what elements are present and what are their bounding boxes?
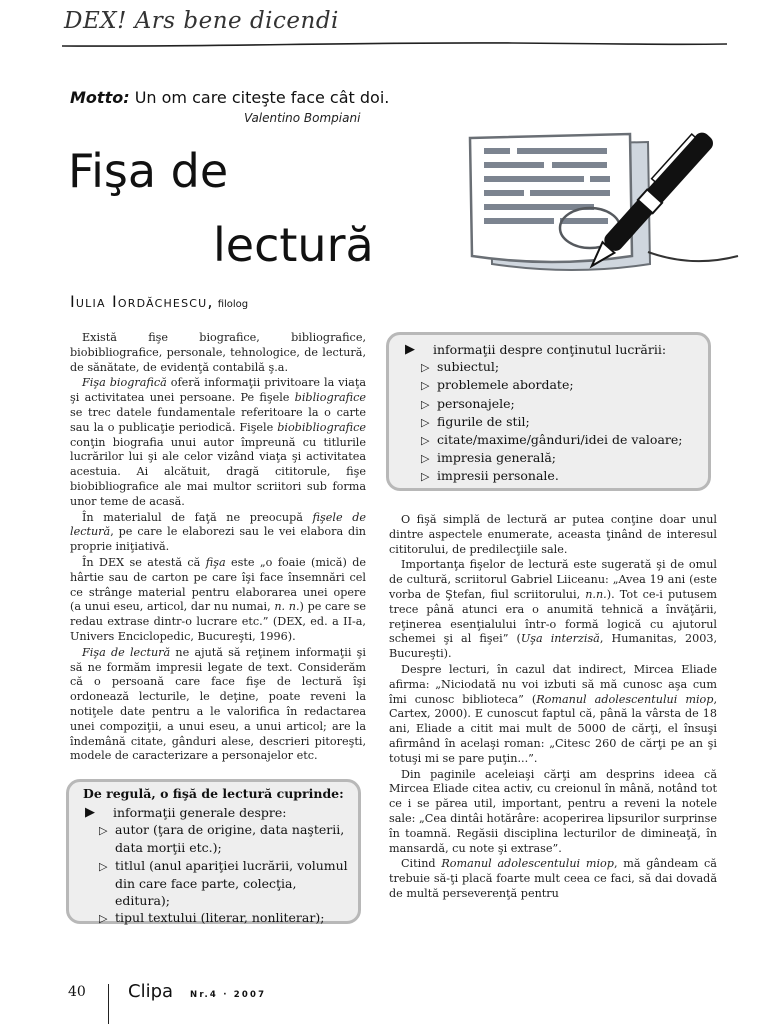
author-role: filolog	[217, 299, 249, 310]
text-run: Există fişe biografice, bibliografice, biobibliografice, personale, tehnologice, de lectură, de sănătate, de evidenţă contabilă ş.a.	[70, 331, 366, 374]
text-run: conţin biografia unui autor împreună cu titlurile lucrărilor lui şi ale celor vizând viaţa şi activitatea acestuia. Ai alcătuit, dragă cititorule, fişe biobibliografice ale mai multor scriitori sub forma unor teme de acasă.	[70, 435, 366, 508]
general-info-item: ▷ autor (ţara de origine, data naşterii, data morţii etc.);	[85, 821, 348, 856]
right-column-paragraphs	[389, 513, 717, 902]
page-number: 40	[68, 984, 86, 1000]
motto-label: Motto:	[70, 88, 130, 107]
content-info-item: ▷ impresii personale.	[417, 467, 698, 485]
footer-divider	[108, 984, 109, 1024]
general-info-box	[66, 779, 361, 924]
paragraph	[389, 513, 717, 557]
paragraph	[70, 511, 366, 555]
article-title-line2: lectură	[213, 218, 374, 272]
italic-text: fişele de lectură	[70, 510, 366, 539]
paragraph	[70, 646, 366, 764]
header-rule	[62, 38, 727, 50]
paragraph	[389, 558, 717, 662]
text-run: este „o foaie (mică) de hârtie sau de carton pe care îşi face însemnări cel ce strânge material pentru elaborarea unei opere (a unui eseu, articol, dar nu numai,	[70, 555, 367, 614]
motto	[70, 88, 389, 107]
italic-text: fişa	[205, 555, 226, 569]
text-run: oferă informaţii privitoare la viaţa şi activitatea unei persoane. Pe fişele	[70, 376, 366, 405]
general-info-item: ▷ tipul textului (literar, nonliterar);	[85, 909, 348, 927]
text-run: În DEX se atestă că	[82, 555, 206, 569]
content-info-item: ▷ citate/maxime/gânduri/idei de valoare;	[417, 431, 698, 449]
article-title-line1: Fişa de	[68, 144, 229, 198]
text-run: Din paginile aceleiaşi cărţi am desprins ideea că Mircea Eliade citea activ, cu creionul în mână, notând tot ce i se părea util, important, pentru a reveni la notele sale: „Cea dintâi hotărâre: acoperirea lipsurilor surprinse în toamnă. Regăsii disciplina lecturilor de dimineaţă, în mansardă, cu note şi extrase”.	[389, 767, 717, 855]
paragraph	[389, 663, 717, 767]
text-run: ) pe care se redau extrase dintr-o lucrare etc.” (DEX, ed. a II-a, Univers Enciclopedic, Bucureşti, 1996).	[70, 600, 366, 643]
byline	[70, 292, 248, 311]
paragraph	[70, 331, 366, 375]
issue-number: Nr.4 · 2007	[190, 990, 267, 1000]
content-info-item: ▷ problemele abordate;	[417, 376, 698, 394]
italic-text: Fişa biografică	[82, 376, 167, 390]
general-info-heading: ▶ informaţii generale despre:	[83, 804, 348, 821]
content-info-list	[403, 341, 698, 486]
motto-text: Un om care citeşte face cât doi.	[129, 88, 390, 107]
italic-text: bibliografice	[294, 391, 366, 405]
right-column-text	[389, 513, 717, 902]
paragraph	[389, 768, 717, 857]
italic-text: n. n.	[274, 600, 300, 614]
paragraph	[389, 857, 717, 901]
text-run: , Cartex, 2000). E cunoscut faptul că, până la vârsta de 18 ani, Eliade a citit mai mult de 5000 de cărţi, el însuşi afirmând în acelaşi roman: „Citesc 260 de cărţi pe an şi totuşi mi se pare puţin...”.	[389, 692, 717, 765]
motto-author: Valentino Bompiani	[244, 111, 361, 125]
left-column-text	[70, 331, 366, 764]
general-info-item: ▷ titlul (anul apariţiei lucrării, volumul din care face parte, colecţia, editura);	[85, 857, 348, 910]
paragraph	[70, 556, 366, 645]
content-info-box	[386, 332, 711, 491]
italic-text: Fişa de lectură	[82, 645, 171, 659]
text-run: În materialul de faţă ne preocupă	[82, 510, 313, 524]
italic-text: Romanul adolescentului miop	[536, 692, 714, 706]
text-run: , mă gândeam că trebuie să-ţi placă foarte mult ceea ce faci, să dai dovadă de multă perseverenţă pentru	[389, 857, 717, 900]
text-run: , Humanitas, 2003, Bucureşti).	[389, 632, 718, 661]
text-run: ne ajută să reţinem informaţii şi să ne formăm impresii legate de text. Considerăm că o persoană care face fişe de lectură îşi ordonează lecturile, le deţine, poate reveni la notiţele date pentru a le valorifica în redactarea unei compoziţii, a unui eseu, a unui articol; are la îndemână citate, gânduri alese, descrieri pitoreşti, modele de caracterizare a personajelor etc.	[70, 645, 366, 763]
general-info-list	[83, 804, 348, 927]
content-info-item: ▷ impresia generală;	[417, 449, 698, 467]
author-name: Iulia Iordăchescu,	[70, 292, 214, 311]
content-info-item: ▷ personajele;	[417, 395, 698, 413]
italic-text: Romanul adolescentului miop	[441, 857, 614, 871]
paragraph	[70, 376, 366, 509]
magazine-name: Clipa	[128, 981, 174, 1002]
content-info-heading: ▶ informaţii despre conţinutul lucrării:	[403, 341, 698, 358]
content-info-item: ▷ subiectul;	[417, 358, 698, 376]
text-run: , pe care le elaborezi sau le vei elabora din proprie iniţiativă.	[70, 525, 366, 554]
italic-text: n.n.	[585, 587, 607, 601]
text-run: ). Tot ce-i putusem trece până atunci era o anumită tehnică a învăţării, reţinerea esenţialului într-o formă logică cu ajutorul schemei şi al fişei” (	[389, 587, 718, 646]
text-run: Citind	[401, 857, 442, 871]
text-run: Despre lecturi, în cazul dat indirect, Mircea Eliade afirma: „Niciodată nu voi izbuti să mă cunosc aşa cum îmi cunosc biblioteca” (	[389, 662, 717, 706]
text-run: O fişă simplă de lectură ar putea conţine doar unul dintre aspectele enumerate, aceasta ţinând de interesul cititorului, de predilecţiile sale.	[389, 513, 717, 556]
text-run: se trec datele fundamentale referitoare la o carte sau la o publicaţie periodică. Fişele	[70, 405, 366, 434]
italic-text: Uşa interzisă	[520, 632, 600, 646]
header-title: DEX! Ars bene dicendi	[64, 8, 339, 34]
italic-text: biobibliografice	[277, 420, 366, 434]
content-info-item: ▷ figurile de stil;	[417, 413, 698, 431]
text-run: Importanţa fişelor de lectură este sugerată şi de omul de cultură, scriitorul Gabriel Liiceanu: „Avea 19 ani (este vorba de Ştefan, fiul scriitorului,	[389, 558, 717, 601]
general-info-title: De regulă, o fişă de lectură cuprinde:	[83, 786, 344, 801]
left-column-paragraphs	[70, 331, 366, 764]
document-pen-illustration	[462, 108, 742, 278]
